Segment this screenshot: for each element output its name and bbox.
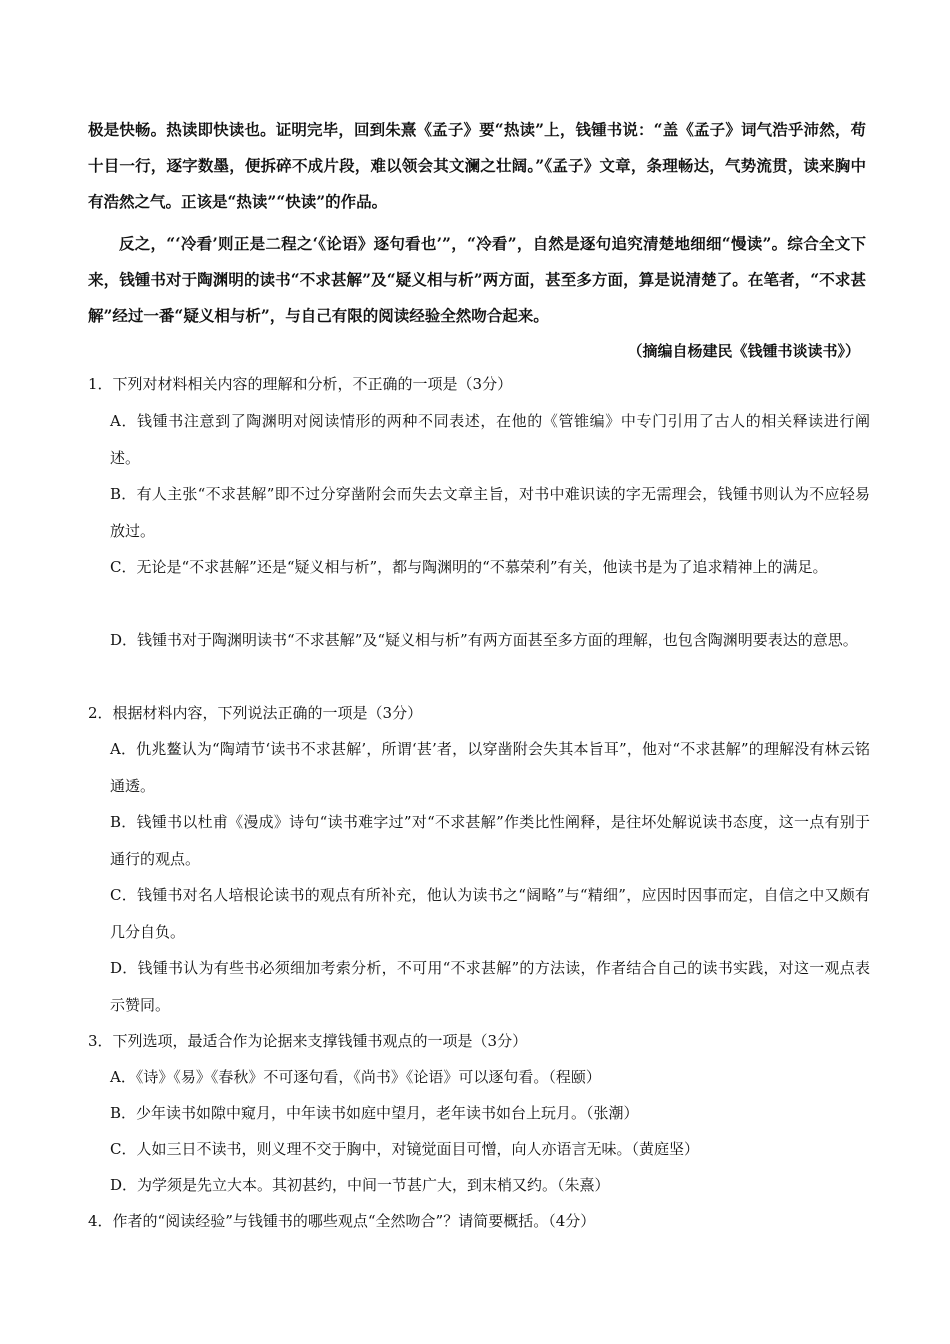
question-3-option-b: B．少年读书如隙中窥月，中年读书如庭中望月，老年读书如台上玩月。（张潮） bbox=[110, 1104, 639, 1122]
question-1-stem: 1．下列对材料相关内容的理解和分析，不正确的一项是（3分） bbox=[88, 375, 513, 393]
question-3-option-c: C．人如三日不读书，则义理不交于胸中，对镜觉面目可憎，向人亦语言无味。（黄庭坚） bbox=[110, 1140, 699, 1158]
question-1-option-a: A．钱锺书注意到了陶渊明对阅读情形的两种不同表述，在他的《管锥编》中专门引用了古人的相关释读进行阐述。 bbox=[110, 412, 870, 467]
question-1-option-d: D．钱锺书对于陶渊明读书“不求甚解”及“疑义相与析”有两方面甚至多方面的理解，也包含陶渊明要表达的意思。 bbox=[110, 631, 858, 649]
question-3-stem: 3．下列选项，最适合作为论据来支撑钱锺书观点的一项是（3分） bbox=[88, 1032, 528, 1050]
question-2-option-a: A．仇兆鳌认为“陶靖节‘读书不求甚解’，所谓‘甚’者，以穿凿附会失其本旨耳”，他对“不求甚解”的理解没有林云铭通透。 bbox=[110, 740, 870, 795]
passage-source: （摘编自杨建民《钱锺书谈读书》） bbox=[627, 342, 860, 360]
question-1-option-c: C．无论是“不求甚解”还是“疑义相与析”，都与陶渊明的“不慕荣利”有关，他读书是为了追求精神上的满足。 bbox=[110, 558, 828, 576]
passage-paragraph-2: 反之，“‘冷看’则正是二程之‘《论语》逐句看也’”，“冷看”，自然是逐句追究清楚地细细“慢读”。综合全文下来，钱锺书对于陶渊明的读书“不求甚解”及“疑义相与析”两方面，甚至多方面，算是说清楚了。在笔者，“不求甚解”经过一番“疑义相与析”，与自己有限的阅读经验全然吻合起来。 bbox=[88, 234, 866, 325]
question-2-option-d: D．钱锺书认为有些书必须细加考索分析，不可用“不求甚解”的方法读，作者结合自己的读书实践，对这一观点表示赞同。 bbox=[110, 959, 870, 1014]
question-2-stem: 2．根据材料内容，下列说法正确的一项是（3分） bbox=[88, 704, 423, 722]
question-2-option-c: C．钱锺书对名人培根论读书的观点有所补充，他认为读书之“阔略”与“精细”，应因时因事而定，自信之中又颇有几分自负。 bbox=[110, 886, 870, 941]
question-3-option-a: A．《诗》《易》《春秋》不可逐句看，《尚书》《论语》可以逐句看。（程颐） bbox=[110, 1068, 601, 1086]
question-2-option-b: B．钱锺书以杜甫《漫成》诗句“读书难字过”对“不求甚解”作类比性阐释，是往坏处解说读书态度，这一点有别于通行的观点。 bbox=[110, 813, 870, 868]
question-1-option-b: B．有人主张“不求甚解”即不过分穿凿附会而失去文章主旨，对书中难识读的字无需理会，钱锺书则认为不应轻易放过。 bbox=[110, 485, 870, 540]
question-3-option-d: D．为学须是先立大本。其初甚约，中间一节甚广大，到末梢又约。（朱熹） bbox=[110, 1176, 610, 1194]
question-4-stem: 4．作者的“阅读经验”与钱锺书的哪些观点“全然吻合”？请简要概括。（4分） bbox=[88, 1212, 596, 1230]
passage-paragraph-1: 极是快畅。热读即快读也。证明完毕，回到朱熹《孟子》要“热读”上，钱锺书说：“盖《孟子》词气浩乎沛然，苟十目一行，逐字数墨，便拆碎不成片段，难以领会其文澜之壮阔。”《孟子》文章，条理畅达，气势流贯，读来胸中有浩然之气。正该是“热读”“快读”的作品。 bbox=[88, 120, 866, 211]
